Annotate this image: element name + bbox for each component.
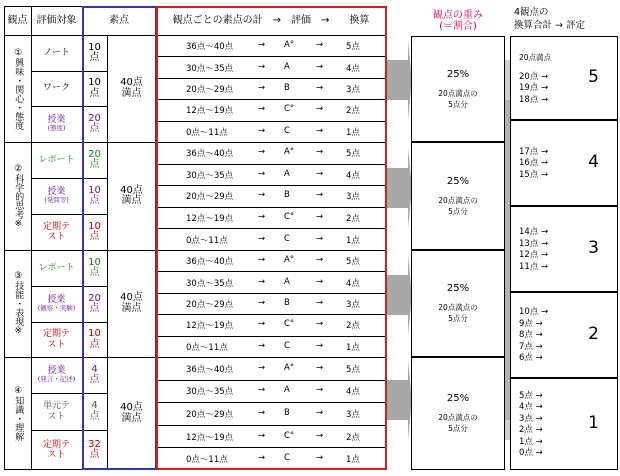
eval-target-name: レポート: [38, 154, 75, 165]
raw-score: 4点: [89, 363, 100, 385]
mapping-arrow1: →: [258, 255, 266, 266]
mapping-grade: A°: [284, 40, 295, 51]
mapping-row: [160, 447, 386, 470]
mapping-grade: B: [284, 407, 290, 418]
weight-note: 5点分: [448, 206, 468, 216]
raw-score: 20点: [88, 292, 101, 314]
mapping-arrow2: →: [316, 233, 324, 244]
weight-box: [411, 36, 505, 142]
mapping-arrow1: →: [258, 297, 266, 308]
viewpoint-label-2: ②科学的思考※: [13, 163, 24, 229]
mapping-points: 1点: [346, 342, 360, 353]
grade-points: 0点 →: [519, 448, 543, 458]
mapping-row: [160, 357, 386, 380]
eval-target-name: 定期テスト: [42, 329, 70, 350]
mapping-arrow1: →: [258, 104, 266, 115]
mapping-grade: C°: [284, 430, 295, 441]
mapping-row: [160, 250, 386, 271]
flow-arrow-2: [386, 148, 412, 228]
eval-target-name: 授業: [47, 366, 66, 377]
mapping-points: 5点: [346, 149, 360, 160]
weight-note: 20点満点の: [438, 88, 478, 98]
grade-points: 12点 →: [519, 250, 549, 260]
eval-target-item: [31, 142, 82, 178]
mapping-points: 3点: [346, 299, 360, 310]
mapping-grade: A°: [284, 147, 295, 158]
viewpoint-total-1: 40点満点: [120, 77, 143, 99]
eval-target-name: レポート: [38, 262, 75, 273]
weight-note: 5点分: [448, 424, 468, 433]
viewpoint-label-3: ③技能・表現※: [13, 271, 24, 336]
header-mapping: 観点ごとの素点の計 → 評価 → 換算: [172, 14, 370, 26]
mapping-arrow2: →: [316, 104, 324, 115]
flow-arrow-1: [386, 40, 412, 120]
mapping-grade: B: [284, 82, 290, 93]
mapping-row: [160, 336, 386, 357]
viewpoint-total-2: 40点満点: [120, 184, 143, 206]
flow-arrow-4: [386, 360, 412, 440]
eval-target-name: ワーク: [42, 83, 70, 94]
viewpoint-total-3: 40点満点: [120, 292, 143, 314]
eval-target-sub: (態度): [47, 124, 66, 133]
eval-target-item: [31, 71, 82, 106]
mapping-grade: B: [284, 297, 290, 308]
raw-score: 20点: [88, 112, 101, 134]
mapping-points: 5点: [346, 364, 360, 375]
mapping-points: 4点: [346, 170, 360, 181]
mapping-arrow1: →: [258, 430, 266, 441]
mapping-arrow1: →: [258, 212, 266, 223]
eval-target-item: [31, 430, 82, 470]
mapping-arrow1: →: [258, 82, 266, 93]
grade-value: 2: [588, 324, 599, 344]
weight-note: 20点満点の: [438, 303, 478, 312]
grade-points: 8点 →: [519, 330, 543, 341]
mapping-range: 36点～40点: [186, 257, 234, 268]
mapping-range: 0点～11点: [186, 455, 228, 466]
eval-target-sub: (観察・実験): [37, 304, 76, 313]
mapping-grade: C: [284, 453, 290, 464]
grade-points: 15点 →: [519, 169, 549, 180]
viewpoint-label-4: ④知識・理解: [13, 386, 24, 441]
grade-points: 20点 →: [519, 71, 549, 82]
mapping-range: 30点～35点: [186, 170, 234, 181]
grade-points: 9点 →: [519, 318, 543, 329]
mapping-row: [160, 402, 386, 425]
mapping-row: [160, 99, 386, 120]
grade-value: 4: [588, 152, 599, 172]
mapping-arrow1: →: [258, 362, 266, 373]
grade-box: [510, 292, 618, 378]
raw-score: 10点: [88, 41, 101, 63]
eval-target-name: 授業: [47, 295, 66, 306]
mapping-range: 0点～11点: [186, 235, 228, 246]
mapping-arrow2: →: [316, 212, 324, 223]
raw-score: 10点: [88, 328, 101, 350]
mapping-grade: A°: [284, 362, 295, 373]
mapping-grade: A: [284, 168, 290, 179]
mapping-points: 2点: [346, 321, 360, 332]
mapping-arrow1: →: [258, 40, 266, 51]
mapping-arrow2: →: [316, 319, 324, 330]
grade-points: 5点 →: [519, 390, 543, 401]
mapping-grade: C°: [284, 212, 295, 223]
mapping-arrow1: →: [258, 125, 266, 136]
mapping-row: [160, 78, 386, 99]
mapping-points: 1点: [346, 455, 360, 466]
weight-note: 5点分: [448, 99, 468, 109]
mapping-arrow1: →: [258, 61, 266, 72]
eval-target-item: [31, 322, 82, 357]
mapping-points: 4点: [346, 63, 360, 74]
grade-box: [510, 120, 618, 206]
raw-score: 32点: [88, 438, 101, 460]
mapping-arrow2: →: [316, 340, 324, 351]
mapping-arrow1: →: [258, 385, 266, 396]
mapping-arrow2: →: [316, 82, 324, 93]
weight-note: 5点分: [448, 314, 468, 323]
mapping-row: [160, 121, 386, 142]
raw-score: 10点: [88, 77, 101, 99]
grade-value: 3: [588, 238, 599, 258]
mapping-arrow1: →: [258, 407, 266, 418]
mapping-arrow1: →: [258, 453, 266, 464]
mapping-arrow1: →: [258, 190, 266, 201]
grade-points: 16点 →: [519, 158, 549, 169]
mapping-range: 36点～40点: [186, 364, 234, 375]
raw-score: 4点: [89, 400, 100, 422]
weight-note: 20点満点の: [438, 195, 478, 205]
mapping-range: 30点～35点: [186, 63, 234, 74]
weight-heading: 観点の重み (＝割合): [433, 9, 483, 32]
mapping-arrow2: →: [316, 297, 324, 308]
grade-points: 18点 →: [519, 94, 549, 105]
grade-points: 7点 →: [519, 341, 543, 352]
mapping-range: 20点～29点: [186, 299, 234, 310]
mapping-range: 36点～40点: [186, 42, 234, 53]
viewpoint-total-4: 40点満点: [120, 402, 143, 424]
grade-points: 1点 →: [519, 436, 543, 447]
mapping-range: 20点～29点: [186, 192, 234, 203]
mapping-row: [160, 185, 386, 207]
mapping-arrow2: →: [316, 362, 324, 373]
mapping-grade: A°: [284, 255, 295, 266]
grade-points: 6点 →: [519, 353, 543, 364]
mapping-row: [160, 207, 386, 229]
mapping-points: 5点: [346, 257, 360, 268]
weight-box: [411, 250, 505, 357]
raw-score: 10点: [88, 184, 101, 206]
mapping-points: 1点: [346, 127, 360, 138]
mapping-arrow1: →: [258, 319, 266, 330]
raw-score: 20点: [88, 148, 101, 170]
mapping-arrow2: →: [316, 190, 324, 201]
mapping-arrow2: →: [316, 168, 324, 179]
mapping-points: 2点: [346, 106, 360, 117]
eval-target-name: 単元テスト: [42, 401, 70, 422]
grade-value: 1: [588, 413, 599, 433]
eval-target-name: 定期テスト: [42, 439, 70, 460]
mapping-row: [160, 425, 386, 448]
mapping-arrow2: →: [316, 255, 324, 266]
eval-target-item: [31, 357, 82, 393]
mapping-arrow2: →: [316, 125, 324, 136]
mapping-grade: A: [284, 61, 290, 72]
raw-score: 10点: [88, 220, 101, 242]
eval-target-item: [31, 35, 82, 71]
weight-box: [411, 357, 505, 470]
mapping-range: 30点～35点: [186, 278, 234, 289]
mapping-points: 1点: [346, 235, 360, 246]
mapping-arrow2: →: [316, 407, 324, 418]
mapping-range: 20点～29点: [186, 409, 234, 420]
mapping-arrow1: →: [258, 233, 266, 244]
flow-arrow-3: [386, 255, 412, 335]
mapping-range: 12点～19点: [186, 321, 234, 332]
viewpoint-label-1: ①興味・関心・態度: [13, 47, 24, 130]
mapping-arrow2: →: [316, 40, 324, 51]
weight-box: [411, 142, 505, 250]
mapping-row: [160, 314, 386, 335]
mapping-points: 5点: [346, 42, 360, 53]
mapping-row: [160, 293, 386, 314]
grade-box: [510, 36, 618, 120]
mapping-arrow2: →: [316, 61, 324, 72]
mapping-arrow1: →: [258, 168, 266, 179]
mapping-arrow1: →: [258, 340, 266, 351]
grade-box: [510, 378, 618, 470]
mapping-grade: C: [284, 340, 290, 351]
mapping-row: [160, 380, 386, 403]
mapping-row: [160, 228, 386, 250]
grade-points: 10点 →: [519, 307, 549, 318]
header-viewpoint: 観点: [7, 14, 28, 26]
mapping-grade: C: [284, 233, 290, 244]
header-target: 評価対象: [36, 14, 77, 26]
mapping-range: 0点～11点: [186, 342, 228, 353]
mapping-points: 2点: [346, 214, 360, 225]
mapping-points: 4点: [346, 278, 360, 289]
grade-points: 11点 →: [519, 261, 549, 272]
grade-top-note: 20点満点: [519, 53, 552, 62]
mapping-arrow1: →: [258, 147, 266, 158]
grade-value: 5: [588, 67, 599, 87]
weight-percent: 25%: [446, 175, 470, 187]
mapping-points: 3点: [346, 409, 360, 420]
total-heading: 4観点の 換算合計 → 評定: [514, 7, 586, 31]
eval-target-name: ノート: [43, 47, 70, 58]
mapping-arrow2: →: [316, 385, 324, 396]
mapping-arrow2: →: [316, 276, 324, 287]
weight-percent: 25%: [446, 68, 470, 80]
grade-points: 13点 →: [519, 238, 549, 249]
mapping-row: [160, 35, 386, 56]
mapping-range: 12点～19点: [186, 214, 234, 225]
eval-target-name: 定期テスト: [42, 221, 70, 242]
mapping-range: 20点～29点: [186, 84, 234, 95]
mapping-range: 30点～35点: [186, 387, 234, 398]
eval-target-item: [31, 106, 82, 142]
mapping-range: 12点～19点: [186, 106, 234, 117]
grade-points: 14点 →: [519, 227, 549, 237]
mapping-grade: C°: [284, 319, 295, 330]
mapping-arrow1: →: [258, 276, 266, 287]
eval-target-item: [31, 178, 82, 214]
mapping-grade: C°: [284, 104, 295, 115]
mapping-range: 36点～40点: [186, 149, 234, 160]
grade-points: 17点 →: [519, 146, 549, 157]
mapping-points: 3点: [346, 84, 360, 95]
eval-target-item: [31, 250, 82, 286]
mapping-row: [160, 56, 386, 77]
mapping-arrow2: →: [316, 453, 324, 464]
mapping-points: 2点: [346, 432, 360, 443]
mapping-points: 4点: [346, 387, 360, 398]
grade-points: 3点 →: [519, 413, 543, 424]
mapping-row: [160, 164, 386, 186]
mapping-row: [160, 271, 386, 292]
grade-box: [510, 206, 618, 292]
grade-points: 4点 →: [519, 402, 543, 412]
eval-target-sub: (発言・記述): [37, 375, 76, 384]
eval-target-item: [31, 286, 82, 322]
mapping-range: 0点～11点: [186, 127, 228, 138]
mapping-grade: C: [284, 125, 290, 136]
mapping-row: [160, 142, 386, 164]
mapping-arrow2: →: [316, 430, 324, 441]
raw-score: 10点: [88, 256, 101, 278]
eval-target-sub: (発問等): [44, 196, 69, 205]
eval-target-item: [31, 393, 82, 430]
grade-points: 2点 →: [519, 425, 543, 435]
mapping-grade: A: [284, 385, 290, 396]
mapping-points: 3点: [346, 192, 360, 203]
weight-percent: 25%: [446, 393, 470, 404]
weight-note: 20点満点の: [438, 413, 478, 422]
grade-points: 19点 →: [519, 83, 549, 93]
mapping-grade: B: [284, 190, 290, 201]
mapping-grade: A: [284, 276, 290, 287]
mapping-arrow2: →: [316, 147, 324, 158]
header-raw-score: 素点: [109, 14, 129, 26]
eval-target-item: [31, 214, 82, 250]
mapping-range: 12点～19点: [186, 432, 234, 443]
weight-percent: 25%: [446, 283, 470, 294]
eval-target-name: 授業: [47, 115, 66, 126]
eval-target-name: 授業: [47, 187, 66, 198]
